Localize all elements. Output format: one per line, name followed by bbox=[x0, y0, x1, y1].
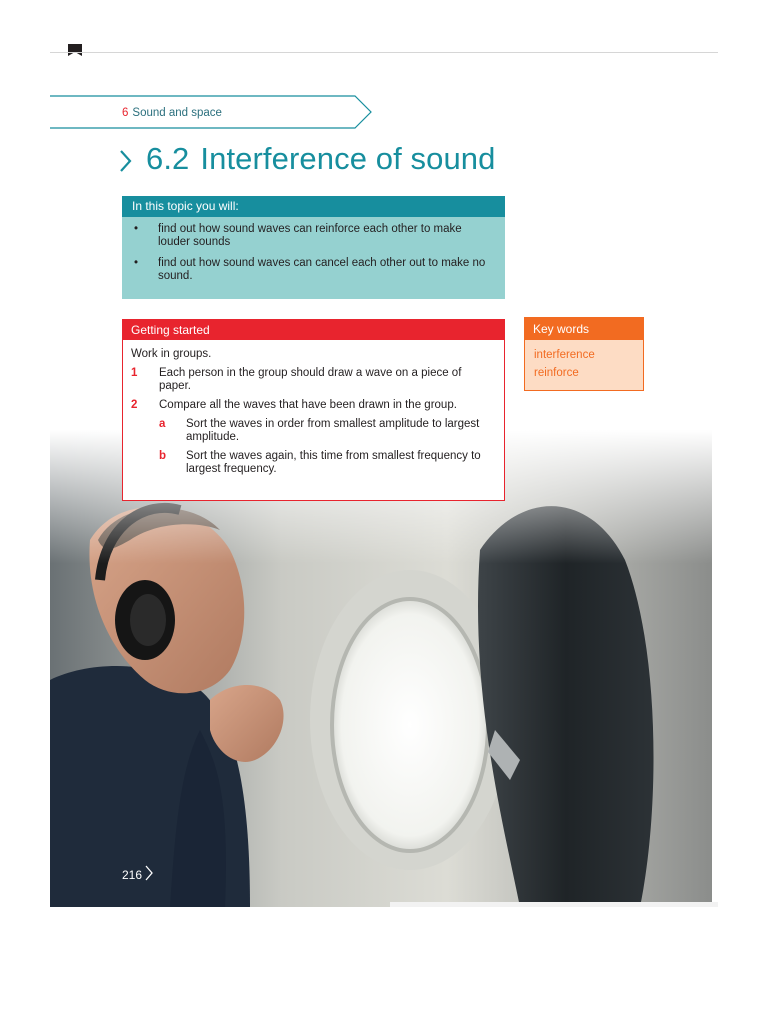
top-divider bbox=[50, 52, 718, 53]
getting-started-intro: Work in groups. bbox=[131, 348, 212, 360]
getting-started-box bbox=[122, 319, 505, 501]
chapter-title: Sound and space bbox=[132, 107, 222, 119]
list-item bbox=[131, 399, 494, 412]
step-text: Each person in the group should draw a wave on a piece of paper. bbox=[159, 367, 462, 392]
list-item bbox=[134, 257, 495, 283]
bookmark-icon[interactable] bbox=[68, 44, 82, 56]
topic-item-text: find out how sound waves can cancel each other out to make no sound. bbox=[158, 257, 486, 282]
key-word[interactable]: interference bbox=[534, 349, 595, 361]
bullet: • bbox=[134, 223, 139, 235]
topic-item-text: find out how sound waves can reinforce each other to make louder sounds bbox=[158, 223, 462, 248]
chapter-label bbox=[122, 107, 222, 119]
list-item bbox=[131, 418, 494, 444]
substep-letter: b bbox=[159, 450, 167, 462]
section-number: 6.2 bbox=[146, 141, 190, 176]
list-item bbox=[131, 450, 494, 476]
key-words-heading: Key words bbox=[525, 318, 643, 340]
chapter-number: 6 bbox=[122, 107, 129, 119]
substep-text: Sort the waves again, this time from smallest frequency to largest frequency. bbox=[186, 450, 481, 475]
key-word[interactable]: reinforce bbox=[534, 367, 579, 379]
chevron-right-icon bbox=[119, 146, 133, 176]
getting-started-heading: Getting started bbox=[123, 320, 504, 340]
substep-text: Sort the waves in order from smallest amplitude to largest amplitude. bbox=[186, 418, 480, 443]
step-number: 2 bbox=[131, 399, 138, 411]
page-title bbox=[146, 141, 495, 177]
topic-heading: In this topic you will: bbox=[122, 196, 505, 217]
topic-list bbox=[122, 217, 505, 283]
list-item bbox=[134, 223, 495, 249]
topic-objectives-box bbox=[122, 196, 505, 299]
bottom-strip bbox=[390, 902, 718, 907]
step-text: Compare all the waves that have been drawn in the group. bbox=[159, 399, 457, 411]
getting-started-body bbox=[123, 340, 504, 476]
step-number: 1 bbox=[131, 367, 138, 379]
chevron-right-icon[interactable] bbox=[144, 863, 154, 883]
section-title: Interference of sound bbox=[200, 141, 496, 176]
list-item bbox=[131, 367, 494, 393]
substep-letter: a bbox=[159, 418, 166, 430]
page-number: 216 bbox=[122, 868, 143, 882]
key-words-box bbox=[524, 317, 644, 391]
photo-man-headphones-airplane-window bbox=[50, 430, 712, 907]
bullet: • bbox=[134, 257, 139, 269]
